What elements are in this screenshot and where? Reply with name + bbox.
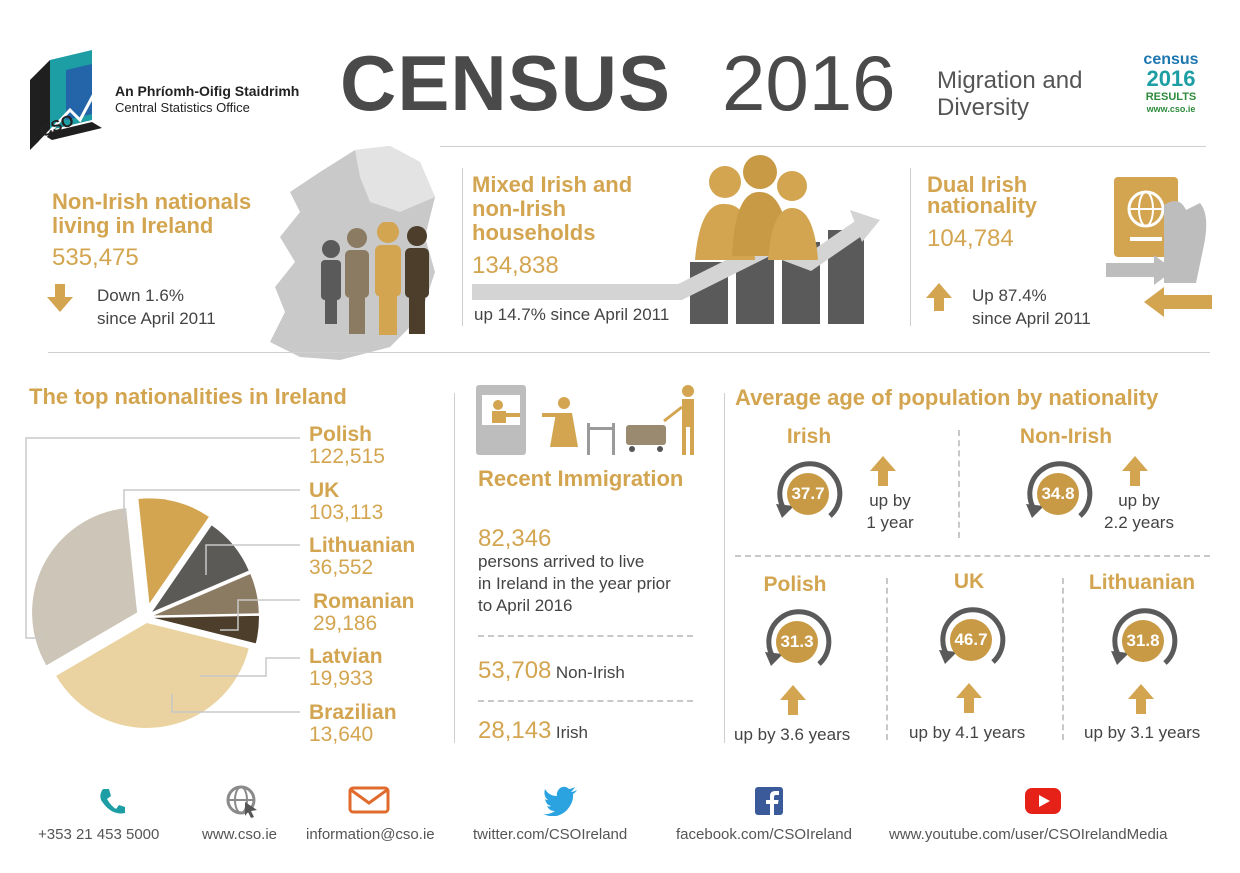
down-arrow-icon bbox=[47, 284, 73, 317]
org-irish-name: An Phríomh-Oifig Staidrimh bbox=[115, 83, 300, 99]
nationality-label-uk: UK bbox=[309, 479, 340, 502]
badge-line3: RESULTS bbox=[1145, 91, 1197, 103]
age-change-line2-non-irish: 2.2 years bbox=[1104, 513, 1174, 532]
immigration-desc-3: to April 2016 bbox=[478, 596, 573, 615]
nationality-label-lithuanian: Lithuanian bbox=[309, 534, 416, 557]
dual-change-1: Up 87.4% bbox=[972, 286, 1047, 305]
header-divider bbox=[440, 146, 1206, 147]
immigration-divider-v bbox=[724, 393, 725, 743]
phone-icon bbox=[97, 786, 127, 821]
age-value-non-irish: 34.8 bbox=[1041, 484, 1075, 503]
immigration-value: 82,346 bbox=[478, 525, 552, 552]
dual-title-1: Dual Irish bbox=[927, 172, 1028, 197]
nationality-value-uk: 103,113 bbox=[309, 501, 384, 524]
non-irish-arrivals-label: Non-Irish bbox=[555, 663, 625, 682]
badge-line2: 2016 bbox=[1146, 66, 1196, 91]
footer-facebook[interactable]: facebook.com/CSOIreland bbox=[676, 826, 852, 843]
badge-line1: census bbox=[1143, 51, 1199, 68]
non-irish-title-2: living in Ireland bbox=[52, 213, 214, 238]
non-irish-change-1: Down 1.6% bbox=[97, 286, 184, 305]
immigration-non-irish bbox=[478, 657, 625, 685]
age-title-polish: Polish bbox=[763, 573, 827, 596]
mixed-value: 134,838 bbox=[472, 252, 559, 279]
immigration-divider-1 bbox=[478, 635, 693, 637]
dual-change-2: since April 2011 bbox=[972, 309, 1091, 328]
irish-arrivals-label: Irish bbox=[555, 723, 588, 742]
cso-logo-text: CSO bbox=[37, 112, 77, 141]
immigration-irish bbox=[478, 717, 588, 745]
nationalities-pie-chart bbox=[18, 420, 338, 760]
ages-divider-h bbox=[735, 555, 1210, 557]
page-year: 2016 bbox=[722, 39, 896, 127]
non-irish-arrivals-value: 53,708 bbox=[478, 657, 552, 684]
page-subtitle-1: Migration and bbox=[937, 67, 1083, 94]
non-irish-value: 535,475 bbox=[52, 244, 139, 271]
census-badge bbox=[1136, 52, 1206, 115]
ages-divider-v3 bbox=[1062, 578, 1064, 740]
nationality-label-latvian: Latvian bbox=[309, 645, 383, 668]
age-title-irish: Irish bbox=[786, 425, 832, 448]
nationality-value-polish: 122,515 bbox=[309, 445, 385, 468]
age-change-lithuanian: up by 3.1 years bbox=[1084, 723, 1201, 742]
immigration-title: Recent Immigration bbox=[478, 466, 684, 491]
airport-check-in-image bbox=[474, 383, 704, 458]
age-change-uk: up by 4.1 years bbox=[909, 723, 1026, 742]
age-value-polish: 31.3 bbox=[780, 632, 814, 651]
age-change-line1-irish: up by bbox=[869, 491, 911, 510]
up-arrow-icon bbox=[1128, 684, 1154, 719]
footer-phone[interactable]: +353 21 453 5000 bbox=[38, 826, 160, 843]
nationality-value-latvian: 19,933 bbox=[309, 667, 374, 690]
mixed-title-2: non-Irish bbox=[472, 196, 567, 221]
globe-icon bbox=[225, 784, 259, 823]
page-subtitle-2: Diversity bbox=[937, 94, 1030, 121]
up-arrow-icon bbox=[926, 283, 952, 316]
immigration-divider-2 bbox=[478, 700, 693, 702]
immigration-desc-2: in Ireland in the year prior bbox=[478, 574, 671, 593]
household-growth-image bbox=[470, 152, 880, 326]
age-change-line2-irish: 1 year bbox=[866, 513, 914, 532]
mail-icon bbox=[348, 786, 390, 819]
footer-twitter[interactable]: twitter.com/CSOIreland bbox=[473, 826, 628, 843]
ages-divider-v2 bbox=[886, 578, 888, 740]
up-arrow-icon bbox=[1122, 456, 1148, 491]
non-irish-change-2: since April 2011 bbox=[97, 309, 216, 328]
age-title-non-irish: Non-Irish bbox=[1019, 425, 1113, 448]
nationality-value-lithuanian: 36,552 bbox=[309, 556, 374, 579]
stats-divider-2 bbox=[910, 168, 911, 326]
nationality-label-brazilian: Brazilian bbox=[309, 701, 397, 724]
cso-logo bbox=[30, 50, 110, 160]
mixed-title-1: Mixed Irish and bbox=[472, 172, 633, 197]
age-value-irish: 37.7 bbox=[791, 484, 825, 503]
org-english-name: Central Statistics Office bbox=[115, 100, 250, 115]
passport-image bbox=[1104, 175, 1214, 325]
nationality-label-romanian: Romanian bbox=[313, 590, 415, 613]
nationalities-title: The top nationalities in Ireland bbox=[29, 384, 347, 409]
non-irish-title-1: Non-Irish nationals bbox=[52, 189, 252, 214]
age-change-polish: up by 3.6 years bbox=[734, 725, 851, 744]
age-title-uk: UK bbox=[953, 570, 985, 593]
footer-email[interactable]: information@cso.ie bbox=[306, 826, 435, 843]
up-arrow-icon bbox=[870, 456, 896, 491]
page-title: CENSUS bbox=[340, 39, 672, 127]
dual-title-2: nationality bbox=[927, 193, 1038, 218]
section-divider bbox=[48, 352, 1210, 353]
up-arrow-icon bbox=[780, 685, 806, 720]
ages-title: Average age of population by nationality bbox=[735, 385, 1159, 410]
up-arrow-icon bbox=[956, 683, 982, 718]
badge-line4: www.cso.ie bbox=[1146, 104, 1196, 114]
ages-divider-v1 bbox=[958, 430, 960, 538]
youtube-icon bbox=[1025, 788, 1061, 819]
nationality-value-brazilian: 13,640 bbox=[309, 723, 374, 746]
nationality-value-romanian: 29,186 bbox=[313, 612, 378, 635]
age-change-line1-non-irish: up by bbox=[1118, 491, 1160, 510]
mixed-title-3: households bbox=[472, 220, 596, 245]
twitter-icon bbox=[543, 786, 579, 821]
people-group-image bbox=[316, 222, 441, 337]
age-value-lithuanian: 31.8 bbox=[1126, 631, 1160, 650]
footer-youtube[interactable]: www.youtube.com/user/CSOIrelandMedia bbox=[889, 826, 1168, 843]
nationality-label-polish: Polish bbox=[309, 423, 373, 446]
irish-arrivals-value: 28,143 bbox=[478, 717, 552, 744]
facebook-icon bbox=[755, 787, 783, 820]
dual-value: 104,784 bbox=[927, 225, 1014, 252]
mixed-change: up 14.7% since April 2011 bbox=[474, 305, 670, 324]
age-value-uk: 46.7 bbox=[954, 630, 988, 649]
stats-divider-1 bbox=[462, 168, 463, 326]
footer-web[interactable]: www.cso.ie bbox=[202, 826, 278, 843]
age-title-lithuanian: Lithuanian bbox=[1088, 571, 1196, 594]
immigration-desc-1: persons arrived to live bbox=[478, 552, 645, 571]
nationalities-divider bbox=[454, 393, 455, 743]
